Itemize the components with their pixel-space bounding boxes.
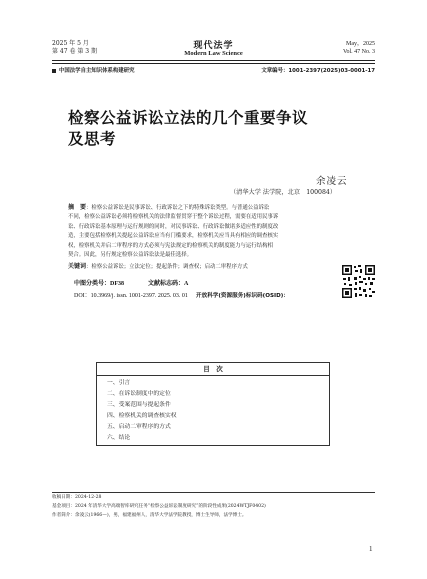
header-rule-top — [52, 60, 375, 61]
abstract-line: 摘 要：检察公益诉讼是民事诉讼、行政诉讼之下的特殊诉讼类型。与普通公益诉讼 — [68, 204, 270, 211]
journal-logo: 现代法学 — [193, 41, 234, 51]
toc-heading: 目 次 — [203, 365, 223, 373]
toc-divider — [97, 375, 329, 376]
table-of-contents — [96, 362, 330, 446]
footnote-divider — [52, 492, 375, 493]
toc-item-investigation: 四、检察机关的调查核实权 — [107, 413, 177, 419]
category-label: 中国法学自主知识体系构建研究 — [59, 68, 135, 74]
keywords — [68, 262, 359, 272]
keywords-text: ：检察公益诉讼；立法定位；提起条件；调查权；启动二审程序方式 — [86, 264, 248, 270]
qr-code-icon — [341, 264, 376, 299]
column-category — [52, 67, 134, 75]
abstract-line: 权，检察机关并启二审程序的方式必须与宪法规定的检察机关的制度能力与运行结构相 — [68, 242, 273, 249]
header-date-right: May，2025 — [346, 41, 375, 47]
article-title-line-2: 及思考 — [68, 130, 117, 148]
article-number: 文章编号：1001-2397(2025)03-0001-17 — [261, 68, 375, 74]
document-code: 文献标志码：A — [148, 281, 189, 287]
abstract-line: 契合。因此，另行规定检察公益诉讼法是最佳选择。 — [68, 252, 192, 259]
oscid-label: 开放科学(资源服务)标识码(OSID)： — [196, 293, 289, 299]
keywords-label: 关键词 — [68, 263, 87, 270]
page-number: 1 — [369, 545, 373, 553]
abstract-line: 讼、行政诉讼基本原理与运行规则的同时，对民事诉讼、行政诉讼做诸多适应性的制度改 — [68, 223, 279, 230]
header-date-left: 2025 年 5 月 — [52, 40, 89, 47]
author-affiliation: （清华大学 法学院，北京 100084） — [230, 189, 337, 196]
footnote-received: 收稿日期：2024-12-28 — [52, 495, 102, 500]
abstract — [68, 203, 359, 260]
header-volume-left: 第 47 卷 第 3 期 — [52, 48, 97, 55]
article-title-line-1: 检察公益诉讼立法的几个重要争议 — [68, 109, 309, 127]
category-square-icon — [52, 69, 56, 73]
author-name: 余凌云 — [316, 176, 348, 187]
footnote-fund: 基金项目：2024 年清华大学高端智库研究任务“检察公益诉讼制度研究”的阶段性成果(2024WTJF0402) — [52, 504, 266, 509]
toc-item-positioning: 二、在诉讼制度中的定位 — [107, 391, 171, 397]
clc-number: 中图分类号：DF38 — [74, 281, 124, 287]
footnote-author-bio: 作者简介：余凌云(1966—)，男，福建福州人，清华大学法学院教授，博士生导师，法学博士。 — [52, 513, 247, 518]
abstract-line: 不同，检察公益诉讼必须将检察机关的法律监督贯穿于整个诉讼过程，需要在适用民事诉 — [68, 214, 279, 221]
doi: DOI：10.3969/j. issn. 1001-2397. 2025. 03. 01 — [74, 293, 188, 299]
journal-english-name: Modern Law Science — [184, 50, 243, 57]
header-rule-thin — [52, 63, 375, 64]
toc-item-conclusion: 六、结论 — [107, 435, 131, 441]
toc-item-intro: 一、引言 — [107, 380, 131, 386]
header-volume-right: Vol. 47 No. 3 — [342, 49, 375, 55]
abstract-line: 造，主要包括检察机关提起公益诉讼应当有门槛要求，检察机关应当具有相应的调查核实 — [68, 233, 279, 240]
abstract-label: 摘 要 — [68, 204, 87, 211]
toc-item-scope: 三、受案范围与提起条件 — [107, 402, 171, 408]
toc-item-second-instance: 五、启动二审程序的方式 — [107, 424, 171, 430]
